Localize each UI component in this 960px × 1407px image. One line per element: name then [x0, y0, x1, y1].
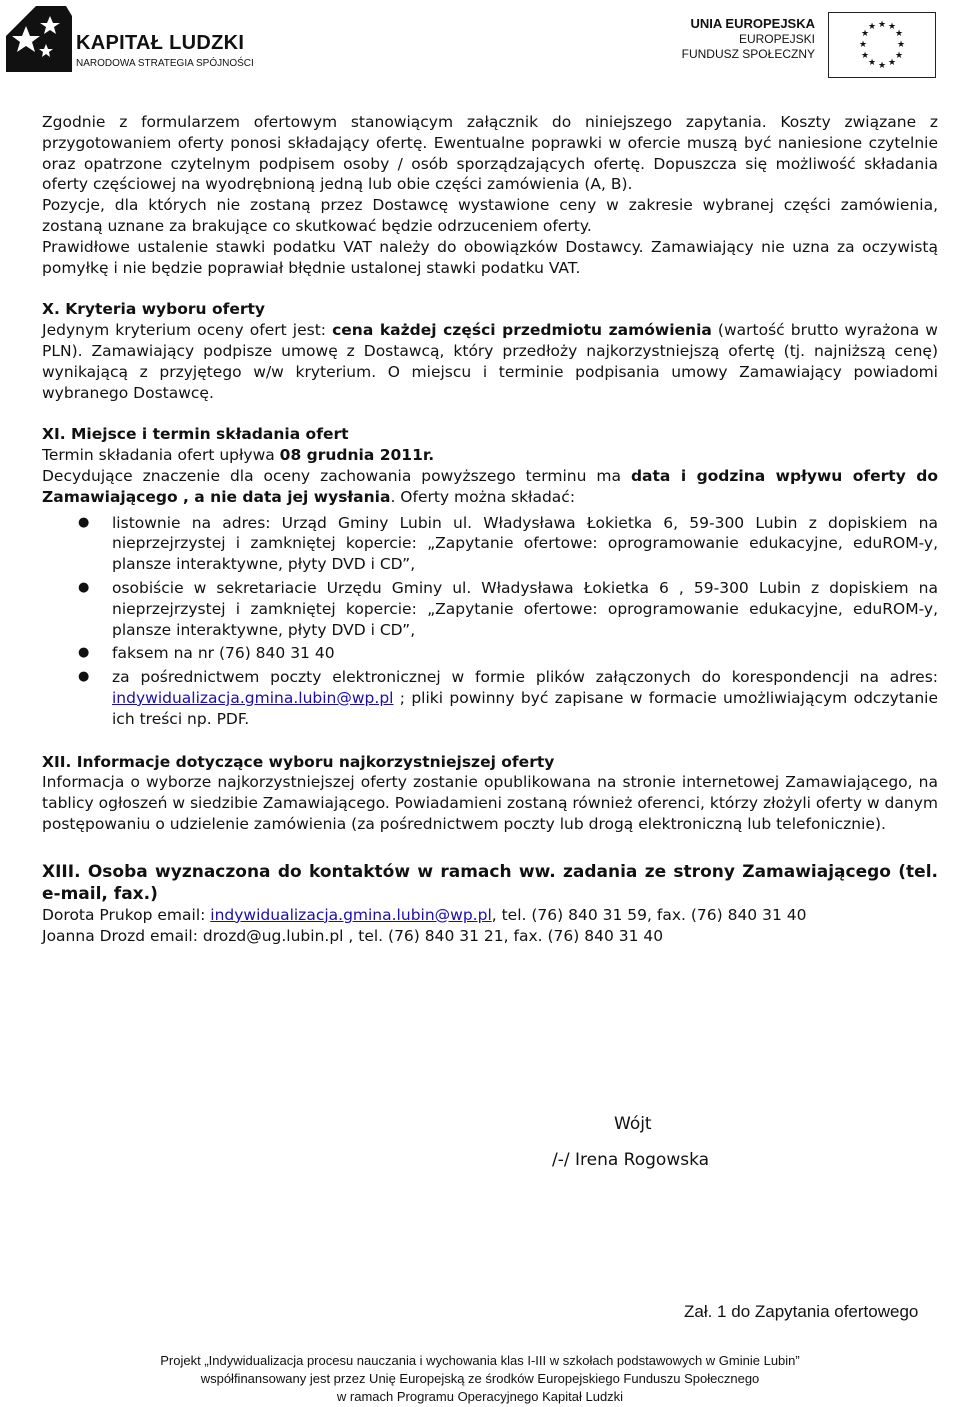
section-xiii-heading: XIII. Osoba wyznaczona do kontaktów w ramach ww. zadania ze strony Zamawiającego (tel. e-mail, fax.) — [42, 861, 938, 904]
section-x-heading-text: X. Kryteria wyboru oferty — [42, 300, 266, 319]
svg-text:★: ★ — [860, 51, 870, 61]
document-body — [42, 112, 938, 946]
section-xi-decisive — [42, 466, 938, 508]
deadline-date: 08 grudnia 2011r. — [279, 446, 435, 465]
list-item: ● listownie na adres: Urząd Gminy Lubin ul. Władysława Łokietka 6, 59-300 Lubin z dopiskiem na nieprzejrzystej i zamkniętej kopercie: „Zapytanie ofertowe: oprogramowanie edukacyjne, eduROM-y, plansze interaktywne, płyty DVD i CD”, — [42, 513, 938, 575]
submission-options-list — [42, 513, 938, 730]
kapital-ludzki-title: KAPITAŁ LUDZKI — [76, 32, 245, 54]
email-option-before: za pośrednictwem poczty elektronicznej w formie plików załączonych do korespondencji na adres: — [112, 668, 938, 687]
kapital-ludzki-subtitle: NARODOWA STRATEGIA SPÓJNOŚCI — [76, 58, 254, 69]
section-x-text — [42, 320, 938, 403]
decisive-before: Decydujące znaczenie dla oceny zachowania powyższego terminu ma — [42, 466, 631, 485]
intro-paragraph-1: Zgodnie z formularzem ofertowym stanowiącym załącznik do niniejszego zapytania. Koszty związane z przygotowaniem oferty ponosi składający ofertę. Ewentualne poprawki w ofercie muszą być naniesione czytelnie oraz opatrzone czytelnym podpisem osoby / osób sporządzających ofertę. Dopuszcza się możliwość składania oferty częściowej na wyodrębnioną jedną lub obie części zamówienia (A, B). — [42, 113, 938, 194]
kapital-ludzki-logo — [6, 6, 286, 72]
eu-logo — [680, 8, 950, 70]
svg-text:★: ★ — [867, 58, 877, 68]
contact-1-email-link[interactable]: indywidualizacja.gmina.lubin@wp.pl — [210, 905, 492, 924]
footer-line-1: Projekt „Indywidualizacja procesu nauczania i wychowania klas I-III w szkołach podstawowych w Gminie Lubin” — [160, 1353, 800, 1368]
svg-text:★: ★ — [887, 22, 897, 32]
section-xii-heading-text: XII. Informacje dotyczące wyboru najkorzystniejszej oferty — [42, 752, 555, 771]
section-x-text-before: Jedynym kryterium oceny ofert jest: — [42, 321, 333, 340]
email-link[interactable]: indywidualizacja.gmina.lubin@wp.pl — [112, 688, 394, 707]
svg-text:★: ★ — [858, 40, 868, 50]
svg-text:★: ★ — [894, 51, 904, 61]
intro-paragraph-3: Prawidłowe ustalenie stawki podatku VAT należy do obowiązków Dostawcy. Zamawiający nie uzna za oczywistą pomyłkę i nie będzie poprawiał błędnie ustalonej stawki podatku VAT. — [42, 237, 938, 277]
signature-name: /-/ Irena Rogowska — [552, 1150, 710, 1170]
intro-paragraph-2: Pozycje, dla których nie zostaną przez Dostawcę wystawione ceny w zakresie wybranej części zamówienia, zostaną uznane za brakujące co skutkować będzie odrzuceniem oferty. — [42, 196, 938, 235]
list-item — [42, 667, 938, 729]
svg-text:★: ★ — [860, 29, 870, 39]
decisive-after: . Oferty można składać: — [390, 487, 576, 506]
section-xi-heading-text: XI. Miejsce i termin składania ofert — [42, 425, 349, 444]
contact-1 — [42, 905, 938, 926]
eu-logo-line1: UNIA EUROPEJSKA — [690, 16, 815, 31]
contact-1-after: , tel. (76) 840 31 59, fax. (76) 840 31 40 — [491, 905, 807, 924]
signature-title: Wójt — [614, 1114, 652, 1134]
eu-logo-line3: FUNDUSZ SPOŁECZNY — [681, 47, 815, 61]
decisive-bold: data i godzina wpływu oferty do Zamawiającego , a nie data jej wysłania — [42, 466, 938, 506]
svg-text:★: ★ — [894, 29, 904, 39]
page-footer — [0, 1352, 960, 1406]
attachment-note: Zał. 1 do Zapytania ofertowego — [684, 1302, 919, 1321]
svg-text:★: ★ — [896, 40, 906, 50]
list-item: ● osobiście w sekretariacie Urzędu Gminy ul. Władysława Łokietka 6 , 59-300 Lubin z dopiskiem na nieprzejrzystej i zamkniętej kopercie: „Zapytanie ofertowe: oprogramowanie edukacyjne, eduROM-y, plansze interaktywne, płyty DVD i CD”, — [42, 578, 938, 640]
email-option-after: ; pliki powinny być zapisane w formacie umożliwiającym odczytanie ich treści np. PDF. — [112, 688, 938, 728]
deadline-label: Termin składania ofert upływa — [42, 446, 280, 465]
section-xii-heading — [42, 752, 938, 773]
svg-text:★: ★ — [877, 20, 887, 30]
footer-line-2: współfinansowany jest przez Unię Europejską ze środków Europejskiego Funduszu Społecznego — [200, 1371, 760, 1386]
section-x-heading — [42, 299, 938, 320]
list-item: ● faksem na nr (76) 840 31 40 — [42, 643, 938, 664]
contact-1-before: Dorota Prukop email: — [42, 905, 211, 924]
eu-logo-text — [680, 16, 815, 62]
section-x-text-after: (wartość brutto wyrażona w PLN). Zamawiający podpisze umowę z Dostawcą, który przedłoży najkorzystniejszą ofertę (tj. najniższą cenę) wynikającą z przyjętego w/w kryterium. O miejscu i terminie podpisania umowy Zamawiający powiadomi wybranego Dostawcę. — [42, 321, 938, 402]
section-xii-text: Informacja o wyborze najkorzystniejszej oferty zostanie opublikowana na stronie internetowej Zamawiającego, na tablicy ogłoszeń w siedzibie Zamawiającego. Powiadamieni zostaną również oferenci, którzy złożyli oferty w danym postępowaniu o udzielenie zamówienia (za pośrednictwem poczty lub drogą elektroniczną lub telefonicznie). — [42, 773, 938, 833]
eu-logo-line2: EUROPEJSKI — [738, 32, 815, 46]
svg-text:★: ★ — [877, 61, 887, 71]
contact-2: Joanna Drozd email: drozd@ug.lubin.pl , tel. (76) 840 31 21, fax. (76) 840 31 40 — [42, 926, 664, 945]
section-xi-deadline — [42, 445, 938, 466]
section-xi-heading — [42, 424, 938, 445]
section-x-criterion: cena każdej części przedmiotu zamówienia — [332, 321, 712, 340]
kapital-ludzki-emblem-icon — [6, 6, 72, 72]
footer-line-3: w ramach Programu Operacyjnego Kapitał Ludzki — [336, 1389, 624, 1404]
svg-text:★: ★ — [887, 58, 897, 68]
eu-flag-icon — [828, 12, 936, 78]
svg-text:★: ★ — [867, 22, 877, 32]
